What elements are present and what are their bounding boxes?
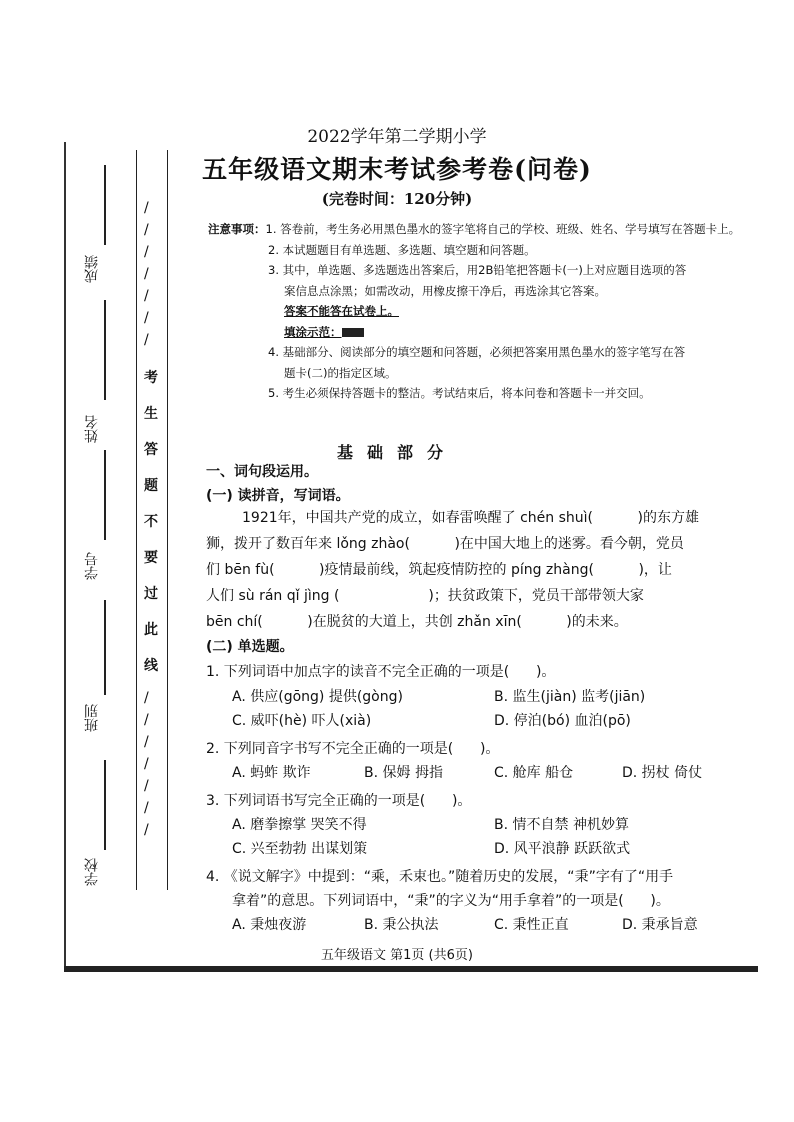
- seal-char: 过: [144, 586, 158, 602]
- passage-line: 1921年，中国共产党的成立，如春雷唤醒了 chén shuì( )的东方雄: [242, 510, 699, 526]
- seal-char: 此: [144, 622, 158, 638]
- question-4-stem-cont: 拿着”的意思。下列词语中，“秉”的字义为“用手拿着”的一项是( )。: [232, 893, 670, 909]
- seal-char: 题: [144, 478, 158, 494]
- question-1-option-d: D. 停泊(bó) 血泊(pō): [494, 713, 631, 729]
- question-3-stem: 3. 下列词语书写完全正确的一项是( )。: [206, 793, 472, 809]
- school-year-heading: 2022学年第二学期小学: [307, 127, 487, 147]
- seal-slash: /: [144, 756, 149, 772]
- exam-time: (完卷时间：120分钟): [321, 190, 473, 208]
- seal-slash: /: [144, 222, 149, 238]
- note-item: 题卡(二)的指定区域。: [284, 365, 397, 380]
- question-3-option-a: A. 磨拳擦掌 哭笑不得: [232, 817, 367, 833]
- seal-char: 生: [144, 406, 158, 422]
- question-1-stem: 1. 下列词语中加点字的读音不完全正确的一项是( )。: [206, 664, 556, 680]
- margin-field-class: 班别: [84, 704, 100, 732]
- question-4-stem: 4. 《说文解字》中提到：“乘，禾束也。”随着历史的发展，“秉”字有了“用手: [206, 869, 674, 885]
- seal-slash: /: [144, 288, 149, 304]
- part1-sub1: (一) 读拼音，写词语。: [206, 488, 350, 504]
- margin-line-class: [104, 600, 106, 695]
- margin-field-score: 成绩: [84, 255, 100, 283]
- margin-field-school: 学校: [84, 858, 100, 886]
- note-warning: 答案不能答在试卷上。: [284, 304, 399, 318]
- passage: [206, 505, 699, 635]
- question-4-option-d: D. 秉承旨意: [622, 917, 698, 933]
- seal-slash: /: [144, 734, 149, 750]
- page-border-bottom: [64, 966, 758, 972]
- note-item: 5. 考生必须保持答题卡的整洁。考试结束后，将本问卷和答题卡一并交回。: [268, 386, 651, 400]
- part1-title: 一、词句段运用。: [206, 464, 318, 480]
- question-4-option-c: C. 秉性正直: [494, 917, 569, 933]
- note-item: 1. 答卷前，考生务必用黑色墨水的签字笔将自己的学校、班级、姓名、学号填写在答题卡上。: [265, 222, 741, 236]
- seal-char: 答: [144, 442, 158, 458]
- seal-slash: /: [144, 266, 149, 282]
- note-fill-sample-label: 填涂示范：: [284, 324, 342, 339]
- passage-line: bēn chí( )在脱贫的大道上，共创 zhǎn xīn( )的未来。: [206, 614, 628, 630]
- seal-slash: /: [144, 778, 149, 794]
- exam-notes: [208, 219, 741, 404]
- passage-line: 人们 sù rán qǐ jìng ( )；扶贫政策下，党员干部带领大家: [206, 588, 644, 604]
- question-2-option-a: A. 蚂蚱 欺诈: [232, 765, 311, 781]
- passage-line: 们 bēn fù( )疫情最前线，筑起疫情防控的 píng zhàng( )，让: [206, 562, 672, 578]
- question-2-option-b: B. 保姆 拇指: [364, 765, 443, 781]
- seal-slash: /: [144, 244, 149, 260]
- seal-char: 不: [144, 514, 158, 530]
- fill-sample-mark: [342, 328, 364, 337]
- margin-line-school: [104, 760, 106, 850]
- seal-char: 线: [144, 658, 158, 674]
- seal-slash: /: [144, 332, 149, 348]
- question-3-option-b: B. 情不自禁 神机妙算: [494, 817, 629, 833]
- seal-slash: /: [144, 822, 149, 838]
- exam-title: 五年级语文期末考试参考卷(问卷): [202, 155, 592, 184]
- question-1-option-c: C. 威吓(hè) 吓人(xià): [232, 713, 372, 729]
- question-3-option-d: D. 风平浪静 跃跃欲式: [494, 841, 631, 857]
- question-1-option-a: A. 供应(gōng) 提供(gòng): [232, 689, 403, 705]
- seal-slash: /: [144, 200, 149, 216]
- passage-line: 狮，拨开了数百年来 lǒng zhào( )在中国大地上的迷雾。看今朝，党员: [206, 536, 684, 552]
- part1-sub2: (二) 单选题。: [206, 639, 294, 655]
- seal-slash: /: [144, 690, 149, 706]
- note-item: 3. 其中，单选题、多选题选出答案后，用2B铅笔把答题卡(一)上对应题目选项的答: [268, 263, 687, 277]
- page-border-left: [64, 142, 66, 970]
- margin-field-name: 姓名: [84, 415, 100, 443]
- seal-slash: /: [144, 800, 149, 816]
- notes-label: 注意事项：: [208, 222, 266, 236]
- question-3-option-c: C. 兴至勃勃 出谋划策: [232, 841, 368, 857]
- seal-slash: /: [144, 712, 149, 728]
- question-2-option-d: D. 拐杖 倚仗: [622, 765, 703, 781]
- note-item: 4. 基础部分、阅读部分的填空题和问答题，必须把答案用黑色墨水的签字笔写在答: [268, 345, 686, 359]
- note-item: 2. 本试题题目有单选题、多选题、填空题和问答题。: [268, 242, 536, 257]
- note-item: 案信息点涂黑；如需改动，用橡皮擦干净后，再选涂其它答案。: [284, 283, 606, 298]
- margin-field-number: 学号: [84, 552, 100, 580]
- question-4-option-b: B. 秉公执法: [364, 917, 439, 933]
- question-2-option-c: C. 舱库 船仓: [494, 765, 574, 781]
- seal-char: 要: [144, 550, 158, 566]
- seal-slash: /: [144, 310, 149, 326]
- section-title: 基础部分: [336, 443, 457, 462]
- question-2-stem: 2. 下列同音字书写不完全正确的一项是( )。: [206, 741, 500, 757]
- page-footer: 五年级语文 第1页 (共6页): [321, 948, 473, 963]
- margin-line-number: [104, 450, 106, 540]
- seal-char: 考: [144, 370, 158, 386]
- question-1-option-b: B. 监生(jiàn) 监考(jiān): [494, 689, 646, 705]
- margin-line-name: [104, 300, 106, 400]
- question-4-option-a: A. 秉烛夜游: [232, 917, 307, 933]
